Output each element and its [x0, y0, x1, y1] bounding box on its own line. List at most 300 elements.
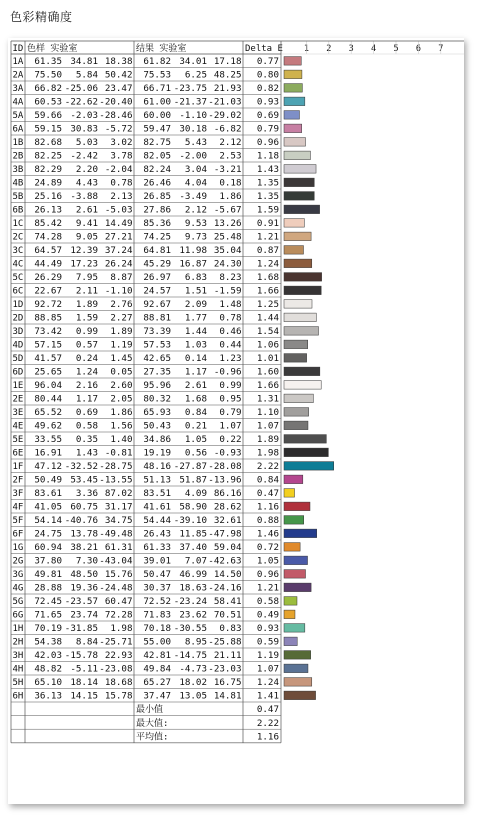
- sample-lab-value: -15.78: [64, 650, 98, 662]
- result-lab-value: 0.83: [219, 623, 242, 635]
- result-lab-value: 41.61: [143, 501, 171, 513]
- sample-lab-value: 7.30: [75, 555, 98, 567]
- delta-e-value: 0.47: [256, 488, 279, 500]
- sample-lab-value: -3.88: [70, 191, 98, 203]
- sample-lab-value: 70.19: [34, 623, 62, 635]
- sample-lab-value: 44.49: [34, 258, 62, 270]
- sample-lab-value: 22.93: [104, 650, 133, 662]
- sample-lab-value: 33.55: [34, 434, 62, 446]
- row-id-label: 6F: [12, 529, 24, 540]
- sample-lab-value: 82.25: [34, 150, 62, 162]
- sample-lab-value: -31.85: [64, 623, 98, 635]
- result-lab-value: 48.16: [143, 461, 171, 473]
- delta-e-value: 1.41: [256, 690, 279, 702]
- delta-e-value: 0.77: [256, 56, 279, 68]
- delta-e-bar: [284, 678, 312, 687]
- scale-tick-label: 1: [303, 44, 309, 54]
- delta-e-bar: [284, 111, 299, 120]
- delta-e-bar: [284, 178, 314, 187]
- result-lab-value: 28.62: [213, 501, 242, 513]
- delta-e-bar: [284, 516, 304, 525]
- sample-lab-value: 50.42: [104, 69, 133, 81]
- sample-lab-value: 64.57: [34, 245, 62, 257]
- sample-lab-value: 5.84: [75, 69, 98, 81]
- delta-e-bar: [284, 583, 311, 592]
- sample-lab-value: 54.38: [34, 636, 62, 648]
- sample-lab-value: -24.48: [99, 582, 133, 594]
- row-id-label: 4D: [12, 340, 24, 351]
- result-lab-value: -30.55: [173, 623, 207, 635]
- result-lab-value: 55.00: [143, 636, 171, 648]
- delta-e-value: 0.69: [256, 110, 279, 122]
- sample-lab-value: 60.75: [70, 501, 98, 513]
- sample-lab-value: 54.14: [34, 515, 62, 527]
- result-lab-value: -4.73: [179, 663, 207, 675]
- delta-e-value: 1.01: [256, 353, 279, 365]
- delta-e-value: 1.66: [256, 285, 279, 297]
- sample-lab-value: -2.42: [70, 150, 98, 162]
- sample-lab-value: -5.11: [70, 663, 98, 675]
- result-lab-value: -23.24: [173, 596, 207, 608]
- sample-lab-value: 80.44: [34, 393, 62, 405]
- delta-e-value: 0.88: [256, 515, 279, 527]
- summary-label: 平均值:: [136, 732, 169, 743]
- delta-e-value: 1.31: [256, 393, 279, 405]
- result-lab-value: 27.86: [143, 204, 171, 216]
- sample-lab-value: 48.50: [70, 569, 98, 581]
- sample-lab-value: -28.75: [99, 461, 133, 473]
- result-lab-value: 23.62: [179, 609, 207, 621]
- result-lab-value: 5.43: [184, 137, 207, 149]
- result-lab-value: 64.81: [143, 245, 171, 257]
- sample-lab-value: -28.46: [99, 110, 133, 122]
- sample-lab-value: 1.59: [75, 312, 98, 324]
- result-lab-value: 1.07: [219, 420, 242, 432]
- result-lab-value: 73.39: [143, 326, 171, 338]
- result-lab-value: 65.93: [143, 407, 171, 419]
- summary-value: 1.16: [256, 731, 279, 743]
- delta-e-value: 1.44: [256, 312, 279, 324]
- result-lab-value: 21.93: [213, 83, 242, 95]
- sample-lab-value: 38.21: [70, 542, 98, 554]
- result-lab-value: -23.75: [173, 83, 207, 95]
- result-lab-value: 95.96: [143, 380, 171, 392]
- delta-e-bar: [284, 381, 321, 390]
- row-id-label: 1A: [12, 57, 24, 68]
- result-lab-value: 0.22: [219, 434, 242, 446]
- result-lab-value: 39.01: [143, 555, 171, 567]
- row-id-label: 5A: [12, 111, 24, 122]
- sample-lab-value: 49.62: [34, 420, 62, 432]
- row-id-label: 1D: [12, 300, 24, 311]
- sample-lab-value: 14.15: [70, 690, 98, 702]
- sample-lab-value: 48.82: [34, 663, 62, 675]
- result-lab-value: -14.75: [173, 650, 207, 662]
- sample-lab-value: 36.13: [34, 690, 62, 702]
- result-lab-value: 11.85: [179, 528, 207, 540]
- result-lab-value: 82.75: [143, 137, 171, 149]
- delta-e-bar: [284, 556, 308, 565]
- result-lab-value: 24.57: [143, 285, 171, 297]
- row-id-label: 1E: [12, 381, 24, 392]
- sample-lab-value: 7.95: [75, 272, 98, 284]
- summary-value: 2.22: [256, 717, 279, 729]
- delta-e-bar: [284, 340, 308, 349]
- sample-lab-value: 16.91: [34, 447, 62, 459]
- delta-e-bar: [284, 286, 321, 295]
- result-lab-value: 57.53: [143, 339, 171, 351]
- result-lab-value: 2.61: [184, 380, 207, 392]
- result-lab-value: 1.77: [184, 312, 207, 324]
- sample-lab-value: 60.47: [104, 596, 133, 608]
- sample-lab-value: 87.02: [104, 488, 133, 500]
- sample-lab-value: 30.83: [70, 123, 98, 135]
- sample-lab-value: -32.52: [64, 461, 98, 473]
- result-lab-value: 0.79: [219, 407, 242, 419]
- delta-e-bar: [284, 313, 316, 322]
- delta-e-value: 1.07: [256, 663, 279, 675]
- result-lab-value: 13.26: [213, 218, 242, 230]
- sample-lab-value: 2.05: [110, 393, 133, 405]
- sample-lab-value: 92.72: [34, 299, 62, 311]
- result-lab-value: 26.43: [143, 528, 171, 540]
- result-lab-value: -29.02: [208, 110, 242, 122]
- sample-lab-value: 1.19: [110, 339, 133, 351]
- result-lab-value: 24.30: [213, 258, 242, 270]
- scale-tick-label: 5: [393, 44, 399, 54]
- sample-lab-value: 83.61: [34, 488, 62, 500]
- sample-lab-value: -5.03: [104, 204, 133, 216]
- sample-lab-value: 8.84: [75, 636, 98, 648]
- sample-lab-value: 14.49: [104, 218, 133, 230]
- result-lab-value: 2.12: [184, 204, 207, 216]
- row-id-label: 2H: [12, 637, 24, 648]
- sample-lab-value: 25.65: [34, 366, 62, 378]
- result-lab-value: 18.02: [179, 677, 207, 689]
- result-lab-value: 74.25: [143, 231, 171, 243]
- delta-e-bar: [284, 205, 320, 214]
- row-id-label: 4C: [12, 259, 24, 270]
- sample-lab-value: 12.39: [70, 245, 98, 257]
- sample-lab-value: 1.86: [110, 407, 133, 419]
- result-lab-value: -0.93: [213, 447, 242, 459]
- delta-e-bar: [284, 597, 297, 606]
- result-lab-value: 8.23: [219, 272, 242, 284]
- sample-lab-value: 2.27: [110, 312, 133, 324]
- delta-e-value: 1.19: [256, 650, 279, 662]
- result-lab-value: 42.65: [143, 353, 171, 365]
- result-lab-value: 6.25: [184, 69, 207, 81]
- sample-lab-value: 96.04: [34, 380, 62, 392]
- sample-lab-value: 49.81: [34, 569, 62, 581]
- scale-tick-label: 3: [348, 44, 354, 54]
- delta-e-value: 1.59: [256, 204, 279, 216]
- result-lab-value: 85.36: [143, 218, 171, 230]
- result-lab-value: 86.16: [213, 488, 242, 500]
- result-lab-value: 59.47: [143, 123, 171, 135]
- result-lab-value: 2.09: [184, 299, 207, 311]
- row-id-label: 3H: [12, 651, 24, 662]
- delta-e-bar: [284, 124, 302, 133]
- result-lab-value: -28.08: [208, 461, 242, 473]
- sample-lab-value: 0.57: [75, 339, 98, 351]
- sample-lab-value: 53.45: [70, 474, 98, 486]
- sample-lab-value: 2.13: [110, 191, 133, 203]
- sample-lab-value: 1.17: [75, 393, 98, 405]
- result-lab-value: 92.67: [143, 299, 171, 311]
- delta-e-value: 1.89: [256, 434, 279, 446]
- row-id-label: 4E: [12, 421, 24, 432]
- summary-label: 最大值:: [136, 718, 169, 729]
- result-lab-value: 66.71: [143, 83, 171, 95]
- result-lab-value: 27.35: [143, 366, 171, 378]
- sample-lab-value: 1.56: [110, 420, 133, 432]
- sample-lab-value: -22.62: [64, 96, 98, 108]
- delta-e-bar: [284, 624, 305, 633]
- sample-lab-value: 24.89: [34, 177, 62, 189]
- result-lab-value: 30.18: [179, 123, 207, 135]
- delta-e-value: 0.96: [256, 137, 279, 149]
- delta-e-bar: [284, 475, 303, 484]
- sample-lab-value: 8.87: [110, 272, 133, 284]
- delta-e-bar: [284, 354, 307, 363]
- result-lab-value: 3.04: [184, 164, 207, 176]
- result-lab-value: 13.05: [179, 690, 207, 702]
- sample-lab-value: 41.57: [34, 353, 62, 365]
- row-id-label: 3D: [12, 327, 24, 338]
- delta-e-value: 1.05: [256, 555, 279, 567]
- result-lab-value: -5.67: [213, 204, 242, 216]
- row-id-label: 2C: [12, 232, 24, 243]
- column-header-sample: 色样 实验室: [27, 44, 78, 54]
- scale-tick-label: 2: [326, 44, 332, 54]
- delta-e-bar: [284, 219, 304, 228]
- result-lab-value: 26.97: [143, 272, 171, 284]
- sample-lab-value: 23.74: [70, 609, 98, 621]
- sample-lab-value: 26.29: [34, 272, 62, 284]
- delta-e-value: 0.87: [256, 245, 279, 257]
- delta-e-bar: [284, 246, 303, 255]
- delta-e-bar: [284, 421, 308, 430]
- result-lab-value: 0.56: [184, 447, 207, 459]
- row-id-label: 1B: [12, 138, 24, 149]
- result-lab-value: 19.19: [143, 447, 171, 459]
- scale-tick-label: 4: [371, 44, 377, 54]
- sample-lab-value: 9.41: [75, 218, 98, 230]
- delta-e-value: 0.79: [256, 123, 279, 135]
- result-lab-value: 58.90: [179, 501, 207, 513]
- delta-e-value: 1.21: [256, 582, 279, 594]
- result-lab-value: 16.75: [213, 677, 242, 689]
- result-lab-value: 14.50: [213, 569, 242, 581]
- result-lab-value: -39.10: [173, 515, 207, 527]
- result-lab-value: 58.41: [213, 596, 242, 608]
- result-lab-value: 0.18: [219, 177, 242, 189]
- sample-lab-value: 26.24: [104, 258, 133, 270]
- delta-e-value: 0.93: [256, 623, 279, 635]
- delta-e-bar: [284, 489, 295, 498]
- delta-e-bar: [284, 232, 311, 241]
- delta-e-bar: [284, 543, 300, 552]
- result-lab-value: -21.37: [173, 96, 207, 108]
- sample-lab-value: 31.17: [104, 501, 133, 513]
- result-lab-value: 14.81: [213, 690, 242, 702]
- delta-e-value: 1.10: [256, 407, 279, 419]
- delta-e-value: 1.43: [256, 164, 279, 176]
- delta-e-bar: [284, 408, 309, 417]
- delta-e-bar: [284, 529, 317, 538]
- result-lab-value: 1.17: [184, 366, 207, 378]
- result-lab-value: 80.32: [143, 393, 171, 405]
- result-lab-value: -1.10: [179, 110, 207, 122]
- delta-e-bar: [284, 691, 316, 700]
- sample-lab-value: 9.05: [75, 231, 98, 243]
- sample-lab-value: 0.99: [75, 326, 98, 338]
- result-lab-value: 0.99: [219, 380, 242, 392]
- row-id-label: 5B: [12, 192, 24, 203]
- sample-lab-value: 3.78: [110, 150, 133, 162]
- result-lab-value: -6.82: [213, 123, 242, 135]
- result-lab-value: 37.47: [143, 690, 171, 702]
- row-id-label: 4H: [12, 664, 24, 675]
- result-lab-value: 0.84: [184, 407, 207, 419]
- result-lab-value: 46.99: [179, 569, 207, 581]
- result-lab-value: 72.52: [143, 596, 171, 608]
- sample-lab-value: 0.35: [75, 434, 98, 446]
- row-id-label: 5E: [12, 435, 24, 446]
- sample-lab-value: 1.24: [75, 366, 98, 378]
- delta-e-bar: [284, 327, 318, 336]
- result-lab-value: 16.87: [179, 258, 207, 270]
- result-lab-value: 9.73: [184, 231, 207, 243]
- sample-lab-value: 1.45: [110, 353, 133, 365]
- sample-lab-value: 34.81: [70, 56, 98, 68]
- sample-lab-value: 61.31: [104, 542, 133, 554]
- delta-e-value: 1.06: [256, 339, 279, 351]
- result-lab-value: 51.87: [179, 474, 207, 486]
- delta-e-value: 1.35: [256, 191, 279, 203]
- row-id-label: 3F: [12, 489, 24, 500]
- sample-lab-value: 15.76: [104, 569, 133, 581]
- delta-e-value: 0.80: [256, 69, 279, 81]
- delta-e-bar: [284, 367, 320, 376]
- sample-lab-value: -25.71: [99, 636, 133, 648]
- delta-e-value: 0.93: [256, 96, 279, 108]
- delta-e-value: 1.25: [256, 299, 279, 311]
- delta-e-value: 0.72: [256, 542, 279, 554]
- delta-e-bar: [284, 664, 308, 673]
- result-lab-value: -25.88: [208, 636, 242, 648]
- delta-e-bar: [284, 138, 306, 147]
- sample-lab-value: 60.94: [34, 542, 62, 554]
- sample-lab-value: 4.43: [75, 177, 98, 189]
- result-lab-value: 71.83: [143, 609, 171, 621]
- delta-e-value: 1.66: [256, 380, 279, 392]
- delta-e-value: 0.91: [256, 218, 279, 230]
- delta-e-value: 1.68: [256, 272, 279, 284]
- sample-lab-value: -1.10: [104, 285, 133, 297]
- result-lab-value: 30.37: [143, 582, 171, 594]
- sample-lab-value: 2.20: [75, 164, 98, 176]
- result-lab-value: 82.24: [143, 164, 171, 176]
- delta-e-bar: [284, 502, 310, 511]
- delta-e-bar: [284, 462, 334, 471]
- sample-lab-value: 1.43: [75, 447, 98, 459]
- delta-e-bar: [284, 651, 311, 660]
- delta-e-value: 1.21: [256, 231, 279, 243]
- result-lab-value: 59.04: [213, 542, 242, 554]
- result-lab-value: 2.12: [219, 137, 242, 149]
- result-lab-value: 45.29: [143, 258, 171, 270]
- row-id-label: 6A: [12, 124, 24, 135]
- result-lab-value: 26.46: [143, 177, 171, 189]
- sample-lab-value: 61.35: [34, 56, 62, 68]
- color-accuracy-table: [8, 38, 464, 804]
- sample-lab-value: 65.52: [34, 407, 62, 419]
- delta-e-value: 1.07: [256, 420, 279, 432]
- sample-lab-value: 59.66: [34, 110, 62, 122]
- result-lab-value: 25.48: [213, 231, 242, 243]
- column-header-result: 结果 实验室: [136, 44, 187, 54]
- row-id-label: 2F: [12, 475, 24, 486]
- sample-lab-value: 23.47: [104, 83, 133, 95]
- sample-lab-value: 24.75: [34, 528, 62, 540]
- result-lab-value: 1.68: [184, 393, 207, 405]
- sample-lab-value: 26.13: [34, 204, 62, 216]
- sample-lab-value: 3.02: [110, 137, 133, 149]
- delta-e-value: 1.35: [256, 177, 279, 189]
- result-lab-value: 1.44: [184, 326, 207, 338]
- sample-lab-value: 2.11: [75, 285, 98, 297]
- sample-lab-value: -25.06: [64, 83, 98, 95]
- row-id-label: 3C: [12, 246, 24, 257]
- row-id-label: 2G: [12, 556, 24, 567]
- result-lab-value: 61.82: [143, 56, 171, 68]
- result-lab-value: 35.04: [213, 245, 242, 257]
- sample-lab-value: 2.60: [110, 380, 133, 392]
- result-lab-value: -3.49: [179, 191, 207, 203]
- sample-lab-value: 85.42: [34, 218, 62, 230]
- sample-lab-value: 19.36: [70, 582, 98, 594]
- sample-lab-value: 25.16: [34, 191, 62, 203]
- row-id-label: 2D: [12, 313, 24, 324]
- sample-lab-value: -43.04: [99, 555, 133, 567]
- scale-tick-label: 6: [415, 44, 421, 54]
- sample-lab-value: 72.45: [34, 596, 62, 608]
- result-lab-value: 18.63: [179, 582, 207, 594]
- result-lab-value: 34.86: [143, 434, 171, 446]
- sample-lab-value: -13.55: [99, 474, 133, 486]
- sample-lab-value: 1.98: [110, 623, 133, 635]
- result-lab-value: 51.13: [143, 474, 171, 486]
- row-id-label: 6E: [12, 448, 24, 459]
- row-id-label: 1C: [12, 219, 24, 230]
- sample-lab-value: 2.76: [110, 299, 133, 311]
- delta-e-bar: [284, 192, 314, 201]
- delta-e-bar: [284, 637, 297, 646]
- result-lab-value: 70.51: [213, 609, 242, 621]
- result-lab-value: 37.40: [179, 542, 207, 554]
- row-id-label: 4G: [12, 583, 24, 594]
- delta-e-value: 0.96: [256, 569, 279, 581]
- row-id-label: 6C: [12, 286, 24, 297]
- summary-label: 最小值: [136, 705, 164, 716]
- result-lab-value: 32.61: [213, 515, 242, 527]
- sample-lab-value: 3.36: [75, 488, 98, 500]
- row-id-label: 1F: [12, 462, 24, 473]
- row-id-label: 2E: [12, 394, 24, 405]
- row-id-label: 5D: [12, 354, 24, 365]
